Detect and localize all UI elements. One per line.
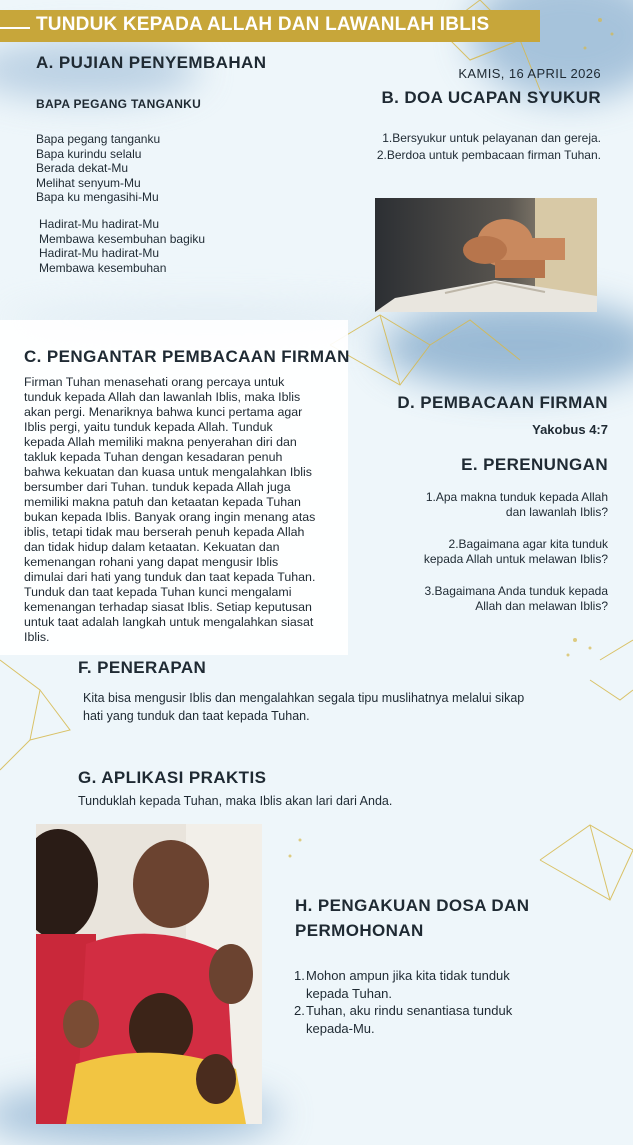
list-item: 2.Berdoa untuk pembacaan firman Tuhan. — [376, 148, 601, 162]
lyric-line: Hadirat-Mu hadirat-Mu — [39, 217, 160, 231]
list-item-line: kepada Allah untuk melawan Iblis? — [423, 551, 608, 566]
list-item-line: kepada-Mu. — [306, 1020, 375, 1036]
list-item — [424, 537, 608, 566]
list-item-line: dan lawanlah Iblis? — [505, 504, 608, 519]
lyric-line: Membawa kesembuhan — [39, 260, 167, 275]
section-g-title: G. APLIKASI PRAKTIS — [78, 768, 267, 787]
lyric-line: Bapa kurindu selalu — [36, 146, 142, 161]
lyric-line: Melihat senyum-Mu — [36, 175, 141, 190]
section-c-text: Firman Tuhan menasehati orang percaya untuk tunduk kepada Allah dan lawanlah Iblis, maka Iblis akan pergi. Menariknya bahwa kunci pertama agar Iblis pergi, yaitu tunduk kepada Allah. Tunduk kepada Allah memiliki makna penyerahan diri dan takluk kepada Tuhan dengan kesadaran penuh bahwa kekuatan dan kuasa untuk mengalahkan Iblis bersumber dari Tuhan. tunduk kepada Allah juga memiliki makna patuh dan ketaatan kepada Tuhan bukan kepada Iblis. Banyak orang ingin menang atas iblis, tetapi tidak mau berserah penuh kepada Allah dan tidak hidup dalam ketaatan. Kekuatan dan kemenangan rohani yang dapat mengusir Iblis dimulai dari hati yang tunduk dan taat kepada Tuhan. Tunduk dan taat kepada Tuhan kunci mengalami kemenangan terhadap siasat Iblis. Setiap keputusan untuk taat adalah langkah untuk mengalahkan siasat Iblis. — [24, 375, 316, 644]
section-b-list — [377, 130, 601, 164]
page-title: TUNDUK KEPADA ALLAH DAN LAWANLAH IBLIS — [36, 14, 490, 35]
list-item-line: 3.Bagaimana Anda tunduk kepada — [424, 584, 608, 598]
section-h-title — [295, 893, 529, 943]
section-e-title: E. PERENUNGAN — [461, 455, 608, 474]
section-b-title: B. DOA UCAPAN SYUKUR — [381, 88, 601, 107]
section-e-list — [424, 490, 608, 613]
lyric-line: Bapa ku mengasihi-Mu — [36, 190, 159, 204]
section-a-title: A. PUJIAN PENYEMBAHAN — [36, 53, 267, 72]
lyric-line: Hadirat-Mu hadirat-Mu — [39, 246, 160, 260]
text-line: Kita bisa mengusir Iblis dan mengalahkan segala tipu muslihatnya melalui sikap — [83, 691, 525, 705]
section-f-title: F. PENERAPAN — [78, 658, 207, 677]
list-item — [294, 967, 594, 1002]
title-line: H. PENGAKUAN DOSA DAN — [295, 896, 530, 915]
header-accent-line — [0, 27, 30, 29]
list-number: 1. — [294, 968, 305, 983]
list-item — [424, 584, 608, 613]
song-title: BAPA PEGANG TANGANKU — [36, 97, 202, 111]
lyric-line: Berada dekat-Mu — [36, 161, 129, 175]
song-verse-1 — [36, 132, 160, 205]
lyric-line: Membawa kesembuhan bagiku — [39, 231, 206, 246]
family-praying-photo — [36, 824, 262, 1124]
list-item-line: 1.Apa makna tunduk kepada Allah — [425, 490, 608, 504]
list-item-line: Tuhan, aku rindu senantiasa tunduk — [306, 1003, 513, 1018]
section-g-text: Tunduklah kepada Tuhan, maka Iblis akan lari dari Anda. — [78, 794, 393, 808]
scripture-reference: Yakobus 4:7 — [532, 422, 608, 437]
list-item — [294, 1002, 594, 1037]
list-item-line: Allah dan melawan Iblis? — [475, 598, 608, 613]
list-number: 2. — [294, 1003, 305, 1018]
list-item-line: Mohon ampun jika kita tidak tunduk — [306, 968, 510, 983]
song-verse-2 — [39, 217, 205, 275]
praying-hands-bible-photo — [375, 198, 597, 312]
lyric-line: Bapa pegang tanganku — [36, 132, 161, 146]
section-h-list — [294, 967, 594, 1037]
list-item: 1.Bersyukur untuk pelayanan dan gereja. — [382, 131, 601, 145]
section-f-text — [83, 689, 524, 725]
list-item — [424, 490, 608, 519]
list-item-line: kepada Tuhan. — [306, 985, 393, 1001]
date-label: KAMIS, 16 APRIL 2026 — [458, 66, 601, 81]
title-line: PERMOHONAN — [295, 921, 424, 940]
text-line: hati yang tunduk dan taat kepada Tuhan. — [83, 709, 310, 723]
list-item-line: 2.Bagaimana agar kita tunduk — [448, 537, 608, 551]
section-c-title: C. PENGANTAR PEMBACAAN FIRMAN — [24, 347, 350, 366]
section-d-title: D. PEMBACAAN FIRMAN — [397, 393, 608, 412]
